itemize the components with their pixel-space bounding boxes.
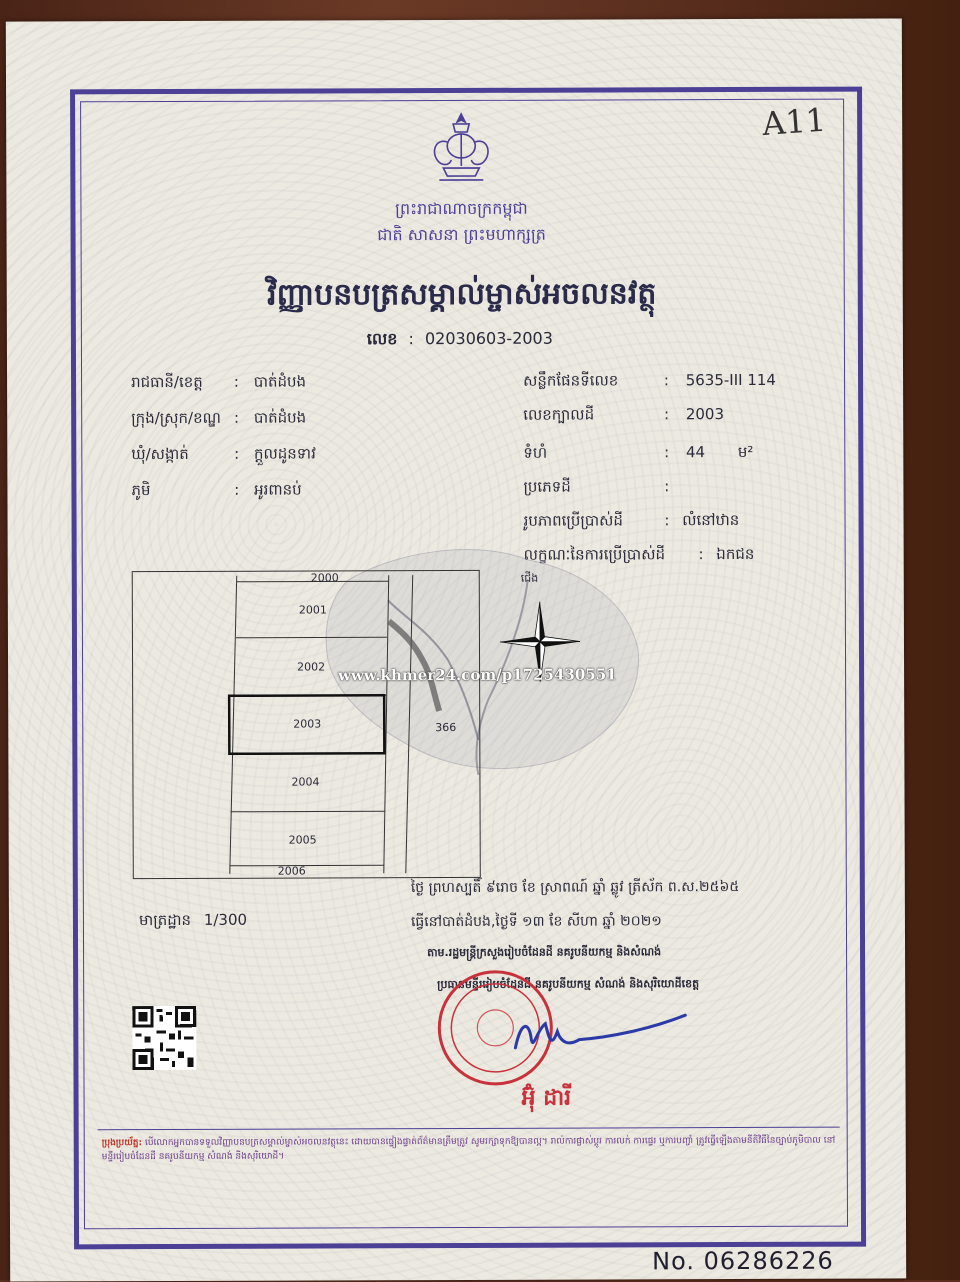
scale-value: 1/300 [203, 910, 248, 929]
ministry-line: តាម.រដ្ឋមន្ត្រីក្រសួងរៀបចំដែនដី នគរូបនីយកម្ម និងសំណង់ [427, 945, 662, 960]
field-land-type: ប្រភេទដី : [523, 477, 670, 496]
scale-label: មាត្រដ្ឋាន [138, 910, 192, 930]
handwritten-note: A11 [760, 100, 828, 144]
department-line: ប្រធានមន្ទីររៀបចំដែនដី នគរូបនីយកម្ម សំណង់ និងសុរិយោដីខេត្ត [437, 977, 700, 992]
qr-code-icon [132, 1006, 196, 1070]
issue-date-line: ធ្វើនៅបាត់ដំបង,ថ្ងៃទី ១៣ ខែ សីហា ឆ្នាំ ២០២១ [410, 913, 662, 931]
motto-heading: ជាតិ សាសនា ព្រះមហាក្សត្រ [377, 224, 546, 245]
field-ownership: លក្ខណៈនៃការប្រើប្រាស់ដី : ឯកជន [523, 544, 755, 564]
field-map-sheet: សន្លឹកផែនទីលេខ : 5635-III 114 [523, 370, 776, 390]
parcel-label: 2003 [293, 717, 322, 731]
field-commune: ឃុំ/សង្កាត់ : ក្ដួលដូនទាវ [131, 444, 316, 464]
field-province: រាជធានី/ខេត្ត : បាត់ដំបង [131, 372, 307, 392]
footer-note-label: ប្រុងប្រយ័ត្ន: [101, 1138, 143, 1149]
parcel-plan [132, 570, 481, 879]
number-value: 02030603-2003 [424, 328, 553, 349]
road-label: 366 [435, 720, 457, 735]
serial-number: No. 06286226 [652, 1246, 834, 1276]
royal-emblem-icon [421, 108, 501, 188]
signature-icon [509, 1009, 689, 1060]
parcel-label: 2002 [297, 660, 326, 674]
parcel-label: 2006 [277, 864, 306, 878]
field-district: ក្រុង/ស្រុក/ខណ្ឌ : បាត់ដំបង [131, 408, 307, 428]
north-label: ជើង [520, 571, 539, 585]
number-label: លេខ [366, 329, 398, 349]
certificate-paper [6, 18, 906, 1281]
footer-note: បើលោកអ្នកបានទទួលវិញ្ញាបនបត្រសម្គាល់ម្ចាស់អចលនវត្ថុនេះ ដោយបានផ្ទៀងផ្ទាត់ព័ត៌មានត្រឹមត្រូវ សូមរក្សាទុកឱ្យបានល្អ។ រាល់ការផ្លាស់ប្ដូរ ការលក់ ការផ្ទេរ ឬការបញ្ចាំ ត្រូវធ្វើឡើងតាមនីតិវិធីនៃច្បាប់ភូមិបាល នៅមន្ទីររៀបចំដែនដី នគរូបនីយកម្ម សំណង់ និងសុរិយោដី។ [101, 1135, 836, 1163]
signatory-name: អ៊ុំ ដារី [521, 1085, 572, 1111]
kingdom-heading: ព្រះរាជាណាចក្រកម្ពុជា [395, 198, 528, 219]
footer-warning [98, 1127, 840, 1226]
certificate-number: លេខ : 02030603-2003 [366, 328, 553, 349]
field-area: ទំហំ : 44 ម² [523, 442, 754, 462]
parcel-label: 2004 [291, 775, 320, 789]
scale [139, 911, 247, 933]
parcel-label: 2001 [298, 603, 327, 617]
document-title: វិញ្ញាបនបត្រសម្គាល់ម្ចាស់អចលនវត្ថុ [267, 276, 657, 313]
parcel-label: 2000 [310, 571, 339, 585]
field-land-use: រូបភាពប្រើប្រាស់ដី : លំនៅឋាន [523, 511, 740, 530]
field-village: ភូមិ : អូរពានប់ [131, 480, 302, 500]
field-parcel-number: លេខក្បាលដី : 2003 [523, 405, 725, 424]
lunar-date-line: ថ្ងៃ ព្រហស្បតិ៍ ៩រោច ខែ ស្រាពណ៍ ឆ្នាំ ឆ្លូវ ត្រីស័ក ព.ស.២៥៦៥ [410, 879, 740, 897]
parcel-label: 2005 [288, 833, 317, 847]
website-watermark: www.khmer24.com/p1725430551 [338, 665, 617, 685]
